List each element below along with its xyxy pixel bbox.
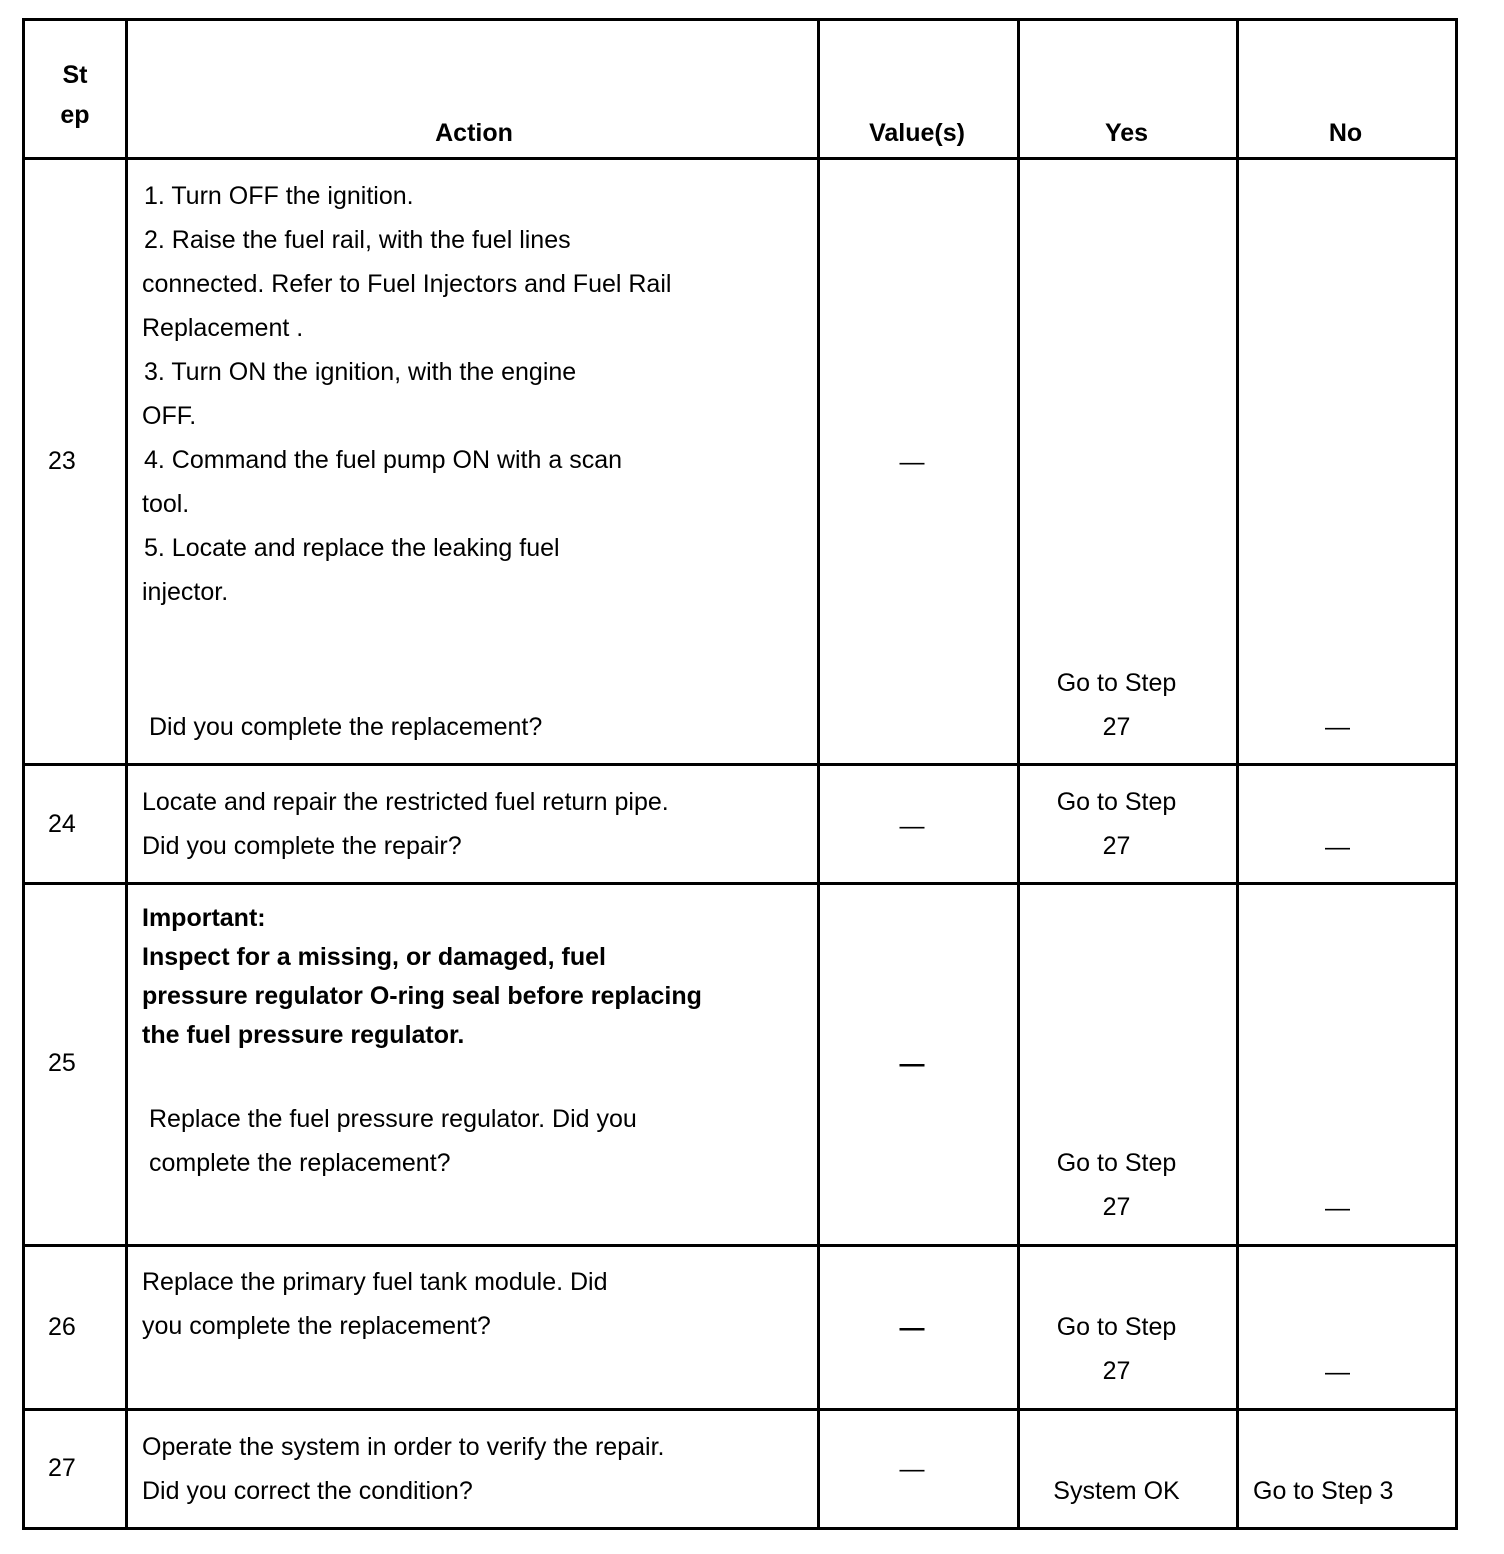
column-divider	[817, 21, 820, 1527]
important-note: Important: Inspect for a missing, or damaged, fuel pressure regulator O-ring seal before replacing the fuel pressure regulator.	[142, 904, 702, 1049]
yes-cell: Go to Step 27	[1056, 1313, 1177, 1385]
column-divider	[1236, 21, 1239, 1527]
header-values: Value(s)	[869, 119, 965, 147]
no-cell: Go to Step 3	[1253, 1477, 1394, 1505]
step-number: 25	[48, 1049, 76, 1077]
no-cell: —	[1325, 1358, 1350, 1386]
row-divider	[25, 763, 1455, 766]
question-text: Did you complete the replacement?	[149, 713, 543, 741]
step-number: 24	[48, 810, 76, 838]
action-text: 1. Turn OFF the ignition. 2. Raise the fuel rail, with the fuel lines connected. Refer to Fuel Injectors and Fuel Rail Replacement . 3. Turn ON the ignition, with the engine OFF. 4. Command the fuel pump ON with a scan tool. 5. Locate and replace the leaking fuel injector.	[142, 182, 672, 606]
column-divider	[125, 21, 128, 1527]
yes-cell: System OK	[1053, 1477, 1180, 1505]
action-text: Replace the fuel pressure regulator. Did you complete the replacement?	[149, 1105, 637, 1177]
column-divider	[1017, 21, 1020, 1527]
step-number: 27	[48, 1454, 76, 1482]
step-number: 26	[48, 1313, 76, 1341]
header-yes: Yes	[1104, 119, 1149, 147]
value-cell: —	[899, 1455, 925, 1483]
header-action: Action	[435, 119, 513, 147]
action-text: Replace the primary fuel tank module. Did you complete the replacement?	[142, 1268, 608, 1340]
value-cell: —	[899, 1314, 925, 1342]
row-divider	[25, 1244, 1455, 1247]
yes-cell: Go to Step 27	[1056, 669, 1177, 741]
header-no: No	[1328, 119, 1363, 147]
step-number: 23	[48, 447, 76, 475]
header-step: St ep	[60, 61, 90, 129]
row-divider	[25, 157, 1455, 160]
no-cell: —	[1325, 833, 1350, 861]
value-cell: —	[899, 1050, 925, 1078]
no-cell: —	[1325, 713, 1350, 741]
no-cell: —	[1325, 1194, 1350, 1222]
row-divider	[25, 882, 1455, 885]
row-divider	[25, 1408, 1455, 1411]
action-text: Operate the system in order to verify the repair. Did you correct the condition?	[142, 1433, 665, 1505]
yes-cell: Go to Step 27	[1056, 788, 1177, 860]
value-cell: —	[899, 448, 925, 476]
action-text: Locate and repair the restricted fuel return pipe. Did you complete the repair?	[142, 788, 669, 860]
yes-cell: Go to Step 27	[1056, 1149, 1177, 1221]
value-cell: —	[899, 812, 925, 840]
